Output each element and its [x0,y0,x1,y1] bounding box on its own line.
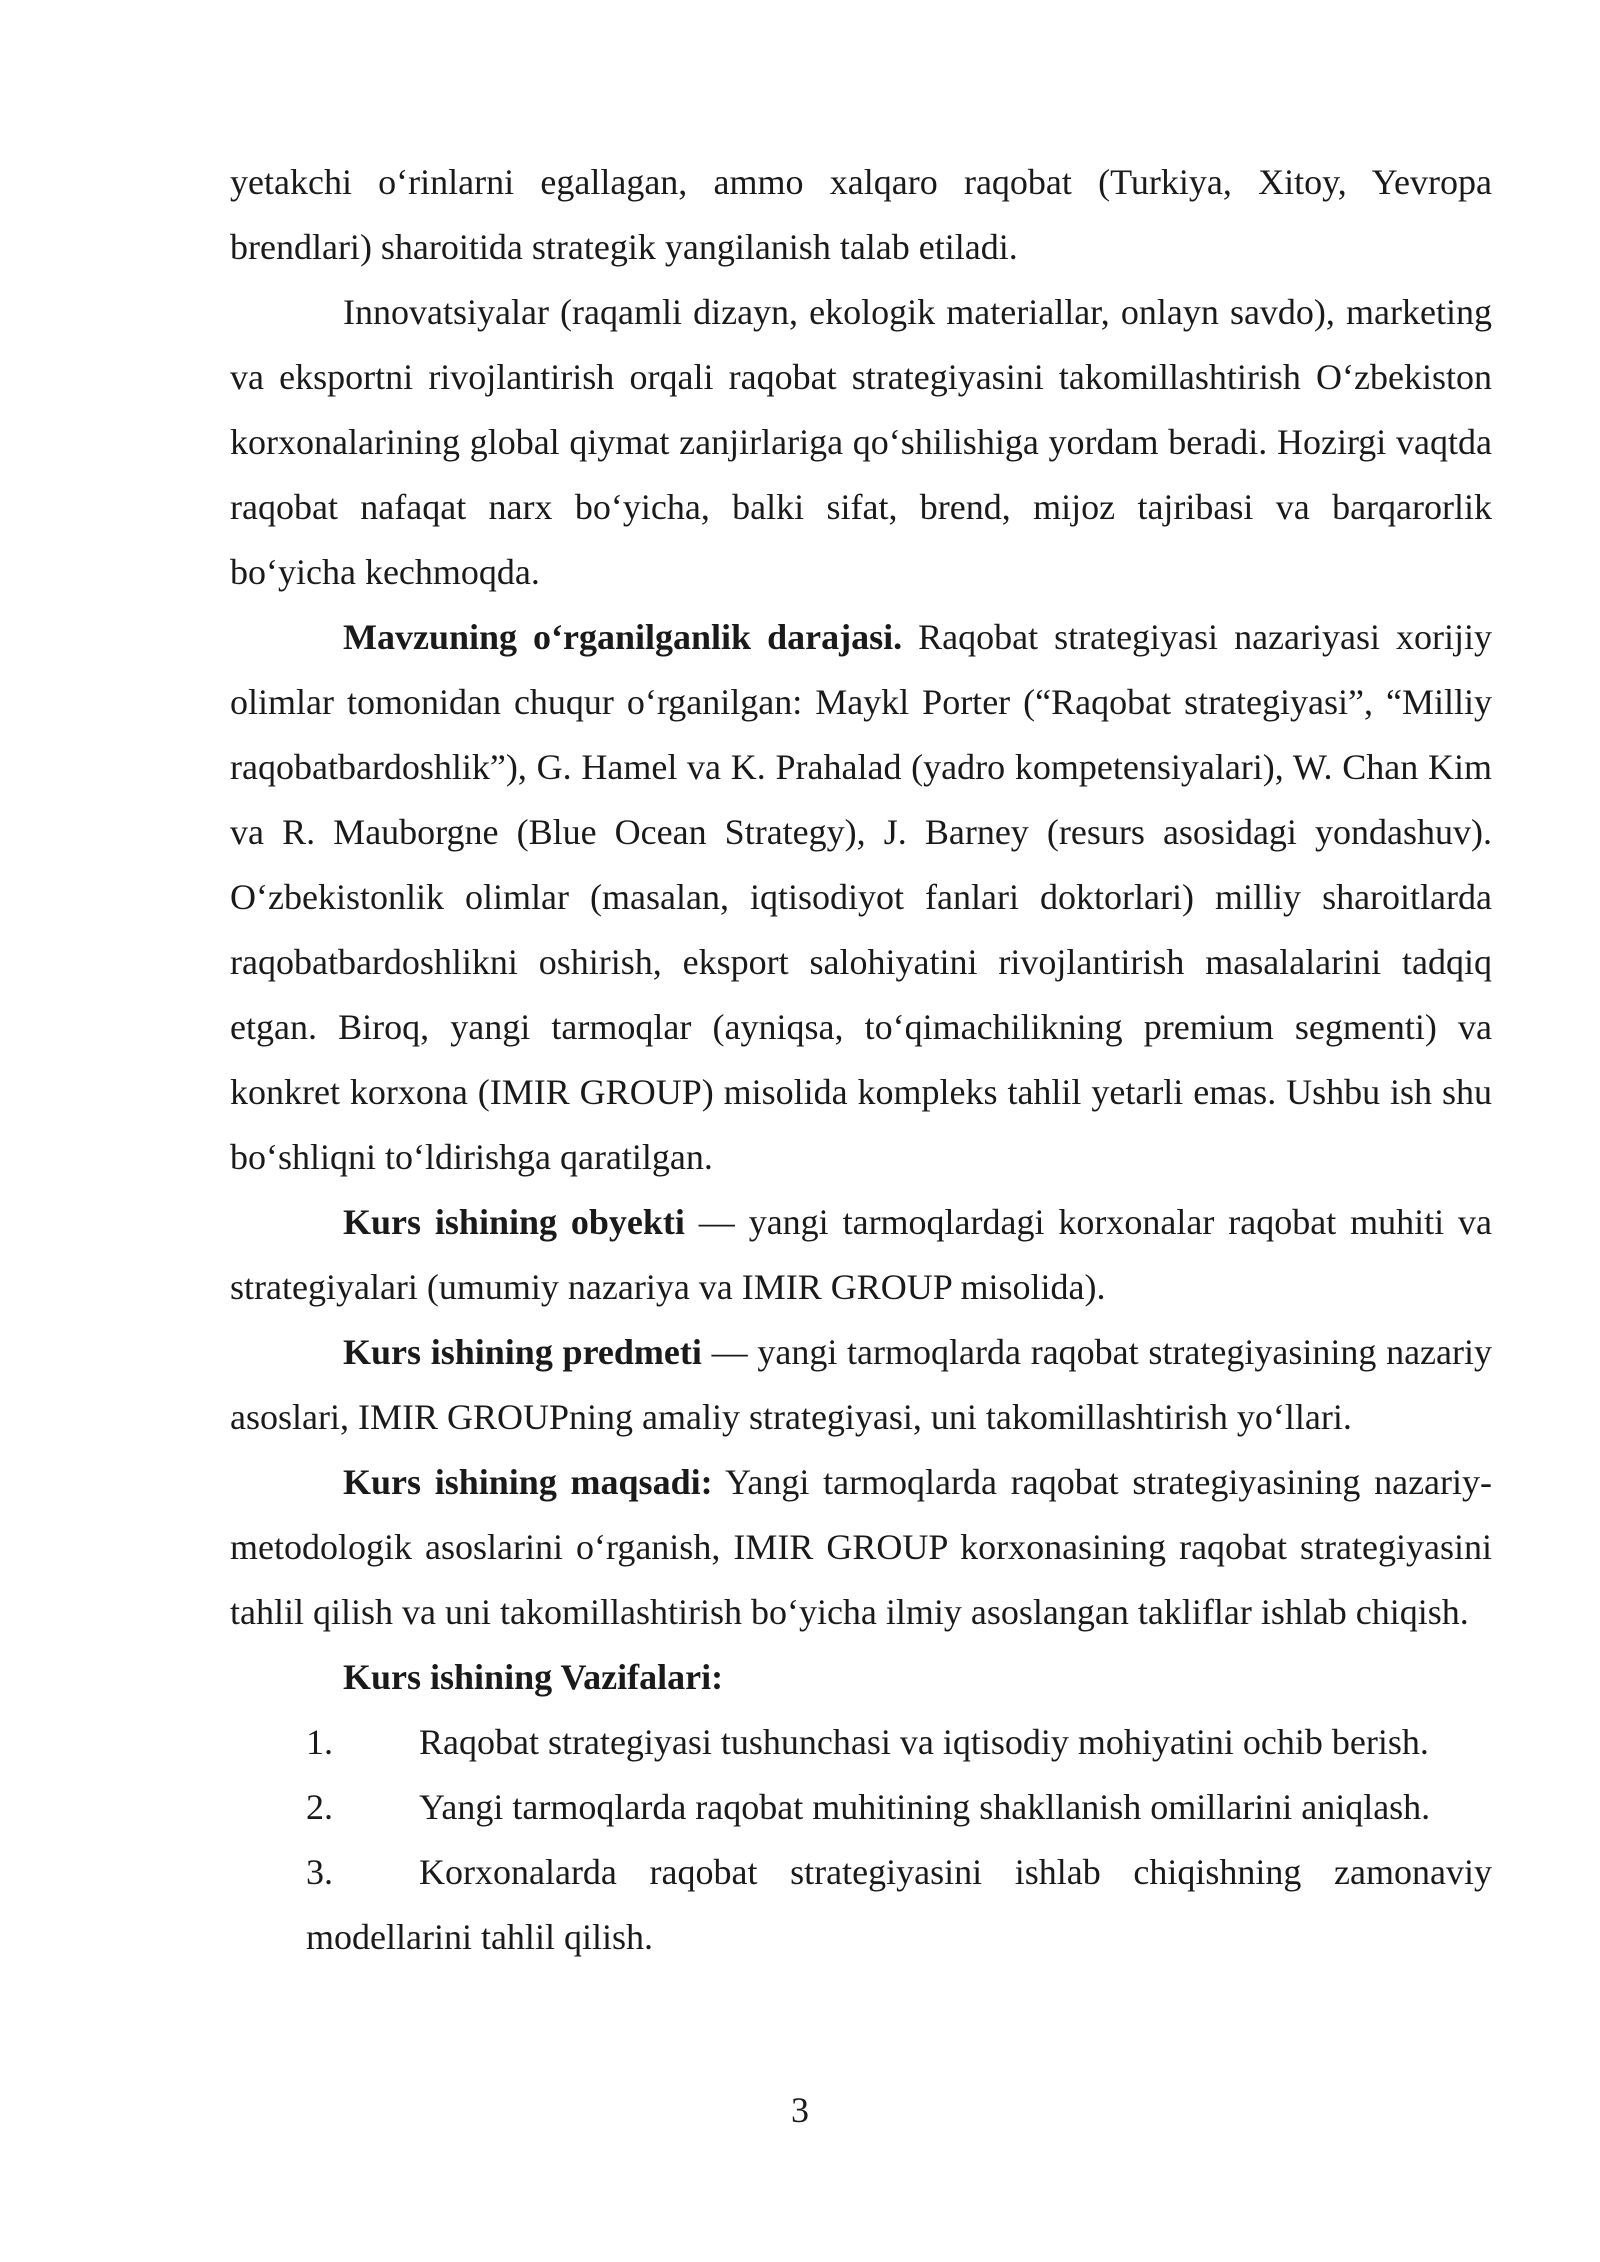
task-text: Raqobat strategiyasi tushunchasi va iqtisodiy mohiyatini ochib berish. [419,1722,1429,1762]
object-body: — yangi tarmoqlardagi korxonalar raqobat muhiti va strategiyalari (umumiy nazariya va IMIR GROUP misolida). [230,1202,1492,1307]
task-number: 2. [306,1787,333,1827]
task-number: 3. [306,1852,333,1892]
paragraph-continuation: yetakchi o‘rinlarni egallagan, ammo xalqaro raqobat (Turkiya, Xitoy, Yevropa brendlari) sharoitida strategik yangilanish talab etiladi. [230,162,1492,267]
paragraph-object [230,1190,1492,1320]
task-text: Korxonalarda raqobat strategiyasini ishlab chiqishning zamonaviy modellarini tahlil qilish. [306,1852,1492,1957]
paragraph-subject [230,1320,1492,1450]
research-degree-body: Raqobat strategiyasi nazariyasi xorijiy olimlar tomonidan chuqur o‘rganilgan: Maykl Porter (“Raqobat strategiyasi”, “Milliy raqobatbardoshlik”), G. Hamel va K. Prahalad (yadro kompetensiyalari), W. Chan Kim va R. Mauborgne (Blue Ocean Strategy), J. Barney (resurs asosidagi yondashuv). O‘zbekistonlik olimlar (masalan, iqtisodiyot fanlari doktorlari) milliy sharoitlarda raqobatbardoshlikni oshirish, eksport salohiyatini rivojlantirish masalalarini tadqiq etgan. Biroq, yangi tarmoqlar (ayniqsa, to‘qimachilikning premium segmenti) va konkret korxona (IMIR GROUP) misolida kompleks tahlil yetarli emas. Ushbu ish shu bo‘shliqni to‘ldirishga qaratilgan. [230,617,1492,1177]
task-text: Yangi tarmoqlarda raqobat muhitining shakllanish omillarini aniqlash. [419,1787,1431,1827]
object-lead: Kurs ishining obyekti [343,1202,685,1242]
task-item [230,1775,1492,1840]
paragraph-innovations: Innovatsiyalar (raqamli dizayn, ekologik materiallar, onlayn savdo), marketing va eksportni rivojlantirish orqali raqobat strategiyasini takomillashtirish O‘zbekiston korxonalarining global qiymat zanjirlariga qo‘shilishiga yordam beradi. Hozirgi vaqtda raqobat nafaqat narx bo‘yicha, balki sifat, brend, mijoz tajribasi va barqarorlik bo‘yicha kechmoqda. [230,292,1492,592]
page-body [230,150,1492,1970]
goal-body: Yangi tarmoqlarda raqobat strategiyasining nazariy-metodologik asoslarini o‘rganish, IMIR GROUP korxonasining raqobat strategiyasini tahlil qilish va uni takomillashtirish bo‘yicha ilmiy asoslangan takliflar ishlab chiqish. [230,1462,1493,1632]
paragraph-research-degree [230,605,1492,1190]
research-degree-lead: Mavzuning o‘rganilganlik darajasi. [343,617,903,657]
subject-body: — yangi tarmoqlarda raqobat strategiyasining nazariy asoslari, IMIR GROUPning amaliy strategiyasi, uni takomillashtirish yo‘llari. [230,1332,1492,1437]
goal-lead: Kurs ishining maqsadi: [343,1462,713,1502]
task-item [230,1840,1492,1970]
task-number: 1. [306,1722,333,1762]
page-number: 3 [791,2090,809,2130]
task-item [230,1710,1492,1775]
subject-lead: Kurs ishining predmeti [343,1332,702,1372]
tasks-heading: Kurs ishining Vazifalari: [343,1657,724,1697]
paragraph-goal [230,1450,1492,1645]
